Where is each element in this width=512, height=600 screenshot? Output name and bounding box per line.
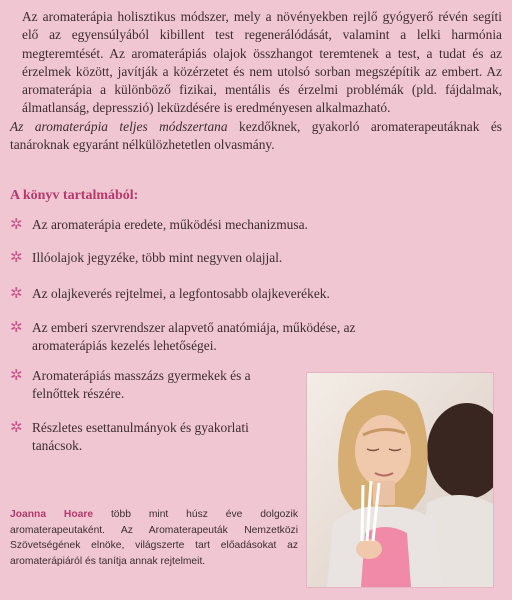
list-item xyxy=(10,285,330,303)
list-item xyxy=(10,419,292,455)
author-photo xyxy=(306,372,494,588)
flower-bullet-icon: ✲ xyxy=(10,420,23,436)
author-bio-text: több mint húsz éve dolgozik aromaterapeutaként. Az Aromaterapeuták Nemzetközi Szövetségének elnöke, világszerte tart előadásokat az aromaterápiáról és tanítja annak rejtelmeit. xyxy=(10,509,298,567)
list-item-text: Az olajkeverés rejtelmei, a legfontosabb olajkeverékek. xyxy=(32,286,330,301)
intro-emphasis: Az aromaterápia teljes módszertana xyxy=(10,118,228,134)
list-item-text: Az emberi szervrendszer alapvető anatómiája, működése, az aromaterápiás kezelés lehetőségei. xyxy=(32,320,356,353)
list-item xyxy=(10,367,292,403)
intro-text xyxy=(10,8,502,154)
author-name: Joanna Hoare xyxy=(10,509,94,520)
list-item-text: Részletes esettanulmányok és gyakorlati tanácsok. xyxy=(32,420,249,453)
flower-bullet-icon: ✲ xyxy=(10,286,23,302)
contents-heading: A könyv tartalmából: xyxy=(10,188,139,203)
list-item xyxy=(10,216,308,234)
list-item xyxy=(10,249,282,267)
list-item-text: Illóolajok jegyzéke, több mint negyven olajjal. xyxy=(32,250,283,265)
intro-paragraph: Az aromaterápia holisztikus módszer, mely a növényekben rejlő gyógyerő révén segíti elő az egyensúlyából kibillent test regenerálódását, valamint a lelki harmónia megteremtését. Az aromaterápiás olajok összhangot teremtenek a test, a tudat és az érzelmek között, javítják a közérzetet és nem utolsó sorban megszépítik az embert. Az aromaterápia a különböző fizikai, mentális és érzelmi problémák (pld. fájdalmak, álmatlanság, depresszió) leküzdésére is eredményesen alkalmazható. xyxy=(22,9,502,116)
intro-paragraph-end: kezdőknek, gyakorló aromaterapeutáknak és tanároknak egyaránt nélkülözhetetlen olvasmány. xyxy=(10,118,502,153)
list-item-text: Aromaterápiás masszázs gyermekek és a felnőttek részére. xyxy=(32,368,251,401)
flower-bullet-icon: ✲ xyxy=(10,217,23,233)
author-bio xyxy=(10,507,298,569)
author-photo-illustration xyxy=(307,373,493,587)
list-item xyxy=(10,319,362,355)
list-item-text: Az aromaterápia eredete, működési mechanizmusa. xyxy=(32,217,308,232)
flower-bullet-icon: ✲ xyxy=(10,368,23,384)
flower-bullet-icon: ✲ xyxy=(10,250,23,266)
flower-bullet-icon: ✲ xyxy=(10,320,23,336)
